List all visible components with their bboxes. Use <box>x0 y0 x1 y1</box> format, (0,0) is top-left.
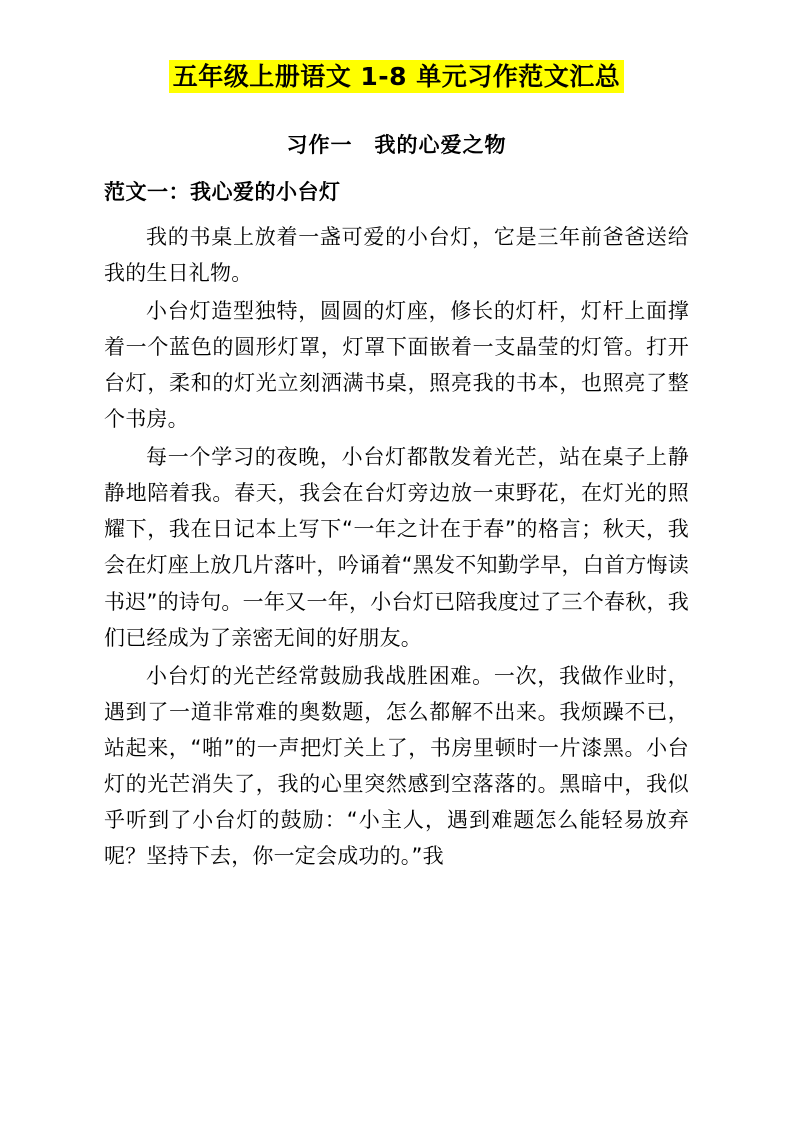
page-title <box>104 58 689 96</box>
section-heading: 习作一 我的心爱之物 <box>286 132 507 157</box>
body-paragraph: 小台灯造型独特，圆圆的灯座，修长的灯杆，灯杆上面撑着一个蓝色的圆形灯罩，灯罩下面嵌着一支晶莹的灯管。打开台灯，柔和的灯光立刻洒满书桌，照亮我的书本，也照亮了整个书房。 <box>104 298 689 432</box>
body-paragraph: 小台灯的光芒经常鼓励我战胜困难。一次，我做作业时，遇到了一道非常难的奥数题，怎么都解不出来。我烦躁不已，站起来，“啪”的一声把灯关上了，书房里顿时一片漆黑。小台灯的光芒消失了，我的心里突然感到空落落的。黑暗中，我似乎听到了小台灯的鼓励：“小主人，遇到难题怎么能轻易放弃呢？坚持下去，你一定会成功的。”我 <box>104 663 689 869</box>
sub-heading: 范文一：我心爱的小台灯 <box>104 180 341 204</box>
page-title-highlight: 五年级上册语文 1-8 单元习作范文汇总 <box>169 60 625 93</box>
body-paragraph: 每一个学习的夜晚，小台灯都散发着光芒，站在桌子上静静地陪着我。春天，我会在台灯旁边放一束野花，在灯光的照耀下，我在日记本上写下“一年之计在于春”的格言；秋天，我会在灯座上放几片落叶，吟诵着“黑发不知勤学早，白首方悔读书迟”的诗句。一年又一年，小台灯已陪我度过了三个春秋，我们已经成为了亲密无间的好朋友。 <box>104 445 689 650</box>
body-paragraph: 我的书桌上放着一盏可爱的小台灯，它是三年前爸爸送给我的生日礼物。 <box>104 224 689 285</box>
